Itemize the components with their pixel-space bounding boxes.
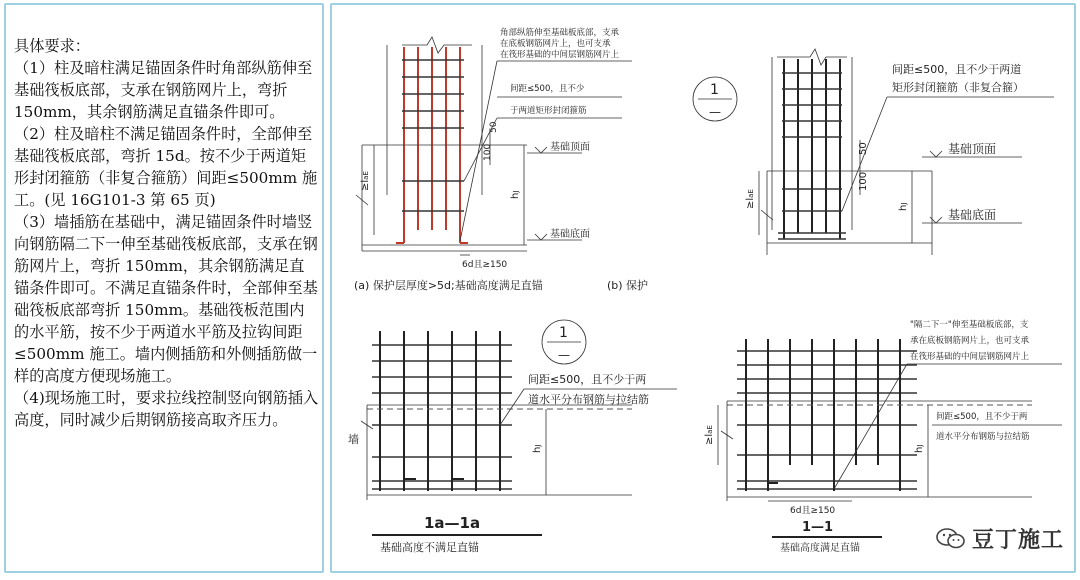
fig-d-note-top-1: "隔二下一"伸至基础板底部，支 bbox=[910, 320, 1029, 330]
fig-b-caption-partial: (b) 保护 bbox=[607, 279, 649, 292]
fig-b-circle-top: 1 bbox=[710, 82, 719, 98]
fig-d-note-top-2: 承在底板钢筋网片上，也可支承 bbox=[910, 336, 1030, 346]
fig-d-dim-h: hJ bbox=[914, 444, 925, 453]
fig-a-note-mid-2: 于两道矩形封闭箍筋 bbox=[510, 106, 587, 116]
watermark bbox=[936, 523, 1064, 554]
fig-b-column-anchor bbox=[693, 49, 1054, 255]
fig-a-caption: (a) 保护层厚度>5d;基础高度满足直锚 bbox=[354, 279, 543, 292]
fig-c-circle-bottom: — bbox=[558, 348, 570, 362]
fig-c-title: 1a—1a bbox=[424, 514, 481, 532]
fig-a-dim-h: hJ bbox=[510, 190, 521, 199]
fig-c-circle-top: 1 bbox=[559, 325, 568, 341]
fig-b-note-2: 矩形封闭箍筋（非复合箍） bbox=[892, 81, 1024, 94]
fig-a-dim-bend: 6d且≥150 bbox=[462, 260, 508, 270]
detail-drawings bbox=[332, 5, 1074, 571]
requirement-2: （2）柱及暗柱不满足锚固条件时，全部伸至基础筏板底部，弯折 15d。按不少于两道矩形封闭箍筋（非复合箍筋）间距≤500mm 施工。(见 16G101-3 第 65 页) bbox=[14, 125, 318, 209]
fig-a-dim-100: 100 bbox=[483, 143, 493, 161]
requirements-text bbox=[14, 35, 319, 431]
fig-d-note-mid-1: 间距≤500，且不少于两 bbox=[936, 412, 1028, 422]
fig-d-dim-lae: ≥laE bbox=[704, 425, 715, 445]
fig-b-dim-50: 50 bbox=[858, 142, 869, 155]
fig-d-note-top-3: 在筏形基础的中间层钢筋网片上 bbox=[910, 352, 1030, 362]
fig-b-label-top: 基础顶面 bbox=[948, 142, 997, 156]
wechat-icon bbox=[936, 527, 966, 551]
text-panel bbox=[4, 3, 324, 573]
fig-a-dim-50: 50 bbox=[489, 121, 499, 133]
fig-d-subtitle: 基础高度满足直锚 bbox=[780, 543, 860, 554]
watermark-text: 豆丁施工 bbox=[971, 528, 1064, 553]
fig-a-label-top: 基础顶面 bbox=[550, 142, 590, 153]
fig-c-wall-anchor bbox=[348, 320, 677, 554]
fig-b-note-1: 间距≤500，且不少于两道 bbox=[892, 63, 1022, 76]
figure-panel bbox=[330, 3, 1076, 573]
fig-a-note-top-1: 角部纵筋伸至基础板底部，支承 bbox=[500, 28, 620, 38]
fig-c-subtitle: 基础高度不满足直锚 bbox=[380, 541, 479, 554]
requirements-heading: 具体要求： bbox=[14, 37, 90, 55]
requirement-3: （3）墙插筋在基础中，满足锚固条件时墙竖向钢筋隔二下一伸至基础筏板底部，支承在钢筋网片上，弯折 150mm，其余钢筋满足直锚条件即可。不满足直锚条件时，全部伸至基础筏板底部弯折 150mm。基础筏板范围内的水平筋，按不少于两道水平筋及拉钩间距≤500mm 施工。墙内侧插筋和外侧插筋做一样的高度方便现场施工。 bbox=[14, 213, 318, 385]
fig-d-note-mid-2: 道水平分布钢筋与拉结筋 bbox=[936, 432, 1030, 442]
fig-b-dim-lae: ≥laE bbox=[745, 189, 756, 209]
fig-b-label-bottom: 基础底面 bbox=[948, 208, 997, 222]
fig-a-note-top-3: 在筏形基础的中间层钢筋网片上 bbox=[500, 50, 620, 60]
fig-d-title: 1—1 bbox=[802, 520, 834, 535]
requirement-4: （4)现场施工时，要求拉线控制竖向钢筋插入高度，同时减少后期钢筋接高取齐压力。 bbox=[14, 389, 319, 429]
fig-d-wall-anchor bbox=[704, 319, 1062, 554]
fig-a-note-mid-1: 间距≤500，且不少 bbox=[510, 84, 585, 94]
fig-c-side-label: 墙 bbox=[348, 433, 359, 446]
requirement-1: （1）柱及暗柱满足锚固条件时角部纵筋伸至基础筏板底部，支承在钢筋网片上，弯折 150mm，其余钢筋满足直锚条件即可。 bbox=[14, 59, 313, 121]
fig-d-dim-bend: 6d且≥150 bbox=[790, 506, 836, 516]
fig-b-circle-bottom: — bbox=[709, 105, 721, 119]
fig-a-dim-lae: ≥laE bbox=[360, 171, 371, 191]
fig-a-column-anchor bbox=[354, 27, 648, 292]
fig-b-dim-h: hJ bbox=[898, 202, 909, 211]
fig-c-dim-h: hJ bbox=[532, 444, 543, 453]
fig-c-note-1: 间距≤500，且不少于两 bbox=[528, 373, 647, 386]
fig-a-label-bottom: 基础底面 bbox=[550, 229, 590, 240]
fig-c-note-2: 道水平分布钢筋与拉结筋 bbox=[528, 393, 649, 406]
fig-b-dim-100: 100 bbox=[858, 171, 869, 191]
fig-a-note-top-2: 在底板钢筋网片上，也可支承 bbox=[500, 39, 611, 49]
